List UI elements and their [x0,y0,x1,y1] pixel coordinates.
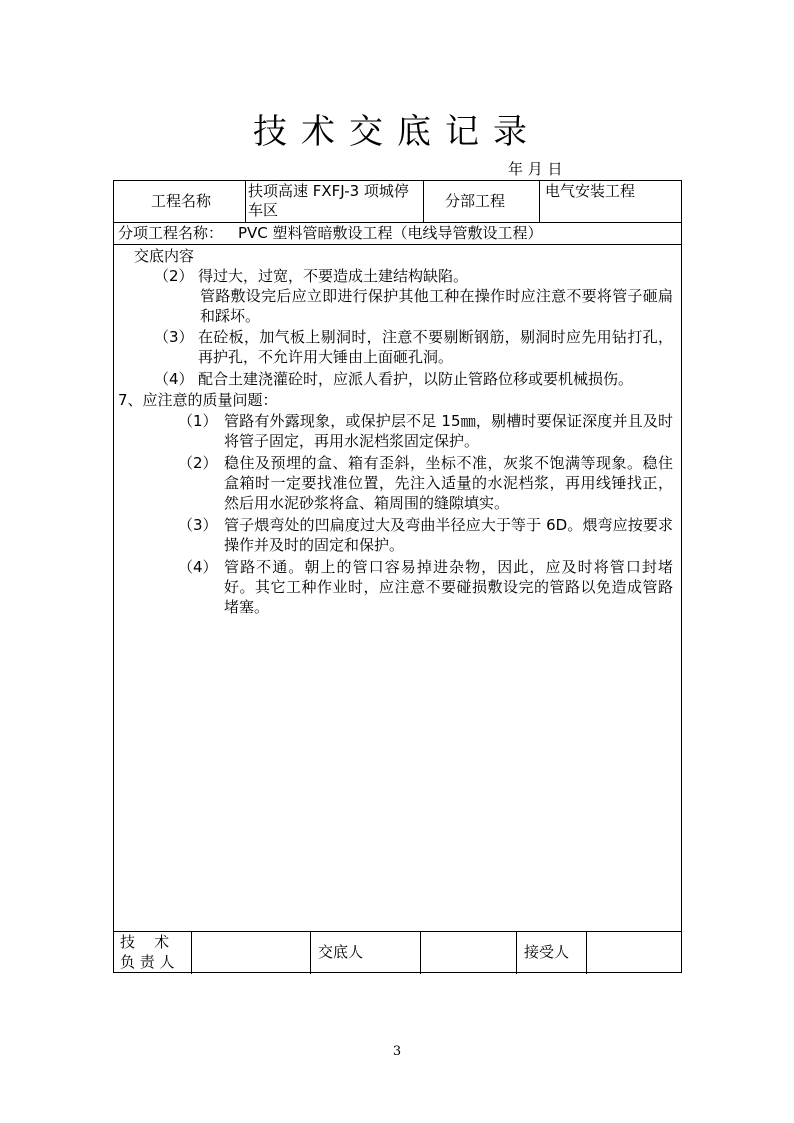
divider [191,931,192,974]
handover-person-label: 交底人 [318,943,364,961]
section-7-heading: 7、应注意的质量问题： [118,391,278,409]
subitem-label: 分项工程名称： [118,224,224,242]
tech-lead-label-line2: 负 责 人 [120,953,175,971]
item-number: （1） [178,412,218,430]
item-number: （4） [154,370,194,388]
item-number: （2） [154,267,194,285]
item-text: 配合土建浇灌砼时，应派人看护，以防止管路位移或要机械损伤。 [198,370,634,388]
record-table [113,180,682,973]
divider [539,181,540,222]
item-number: （2） [178,454,218,472]
list-item [114,286,681,326]
list-item [114,515,681,555]
division-value: 电气安装工程 [545,182,636,200]
item-number: （4） [178,558,218,576]
item-number: （3） [178,516,218,534]
subitem-value: PVC 塑料管暗敷设工程（电线导管敷设工程） [238,224,543,242]
divider [114,931,681,932]
list-item [114,266,681,286]
divider [516,931,517,974]
project-name-value: 扶项高速 FXFJ-3 项城停车区 [248,182,409,219]
divider [420,931,421,974]
item-text: 在砼板，加气板上剔洞时，注意不要剔断钢筋，剔洞时应先用钻打孔，再护孔，不允许用大锤由上面砸孔洞。 [198,328,673,366]
division-label: 分部工程 [445,192,506,210]
tech-lead-label-line1: 技 术 [120,933,170,951]
date-line: 年 月 日 [508,160,563,178]
list-item [114,327,681,367]
item-text: 稳住及预埋的盒、箱有歪斜，坐标不准，灰浆不饱满等现象。稳住盒箱时一定要找准位置，先注入适量的水泥档浆，再用线锤找正，然后用水泥砂浆将盒、箱周围的缝隙填实。 [224,454,673,512]
item-number: （3） [154,328,194,346]
list-item [114,369,681,389]
item-text: 得过大，过宽，不要造成土建结构缺陷。 [198,267,469,285]
content-heading: 交底内容 [134,247,195,265]
document-title: 技术交底记录 [253,112,541,152]
divider [310,931,311,974]
divider [114,244,681,245]
divider [114,222,681,223]
divider [586,931,587,974]
list-item [114,411,681,451]
project-name-label: 工程名称 [151,192,212,210]
list-item [114,453,681,513]
list-item [114,557,681,617]
item-text: 管路敷设完后应立即进行保护其他工种在操作时应注意不要将管子砸扁和踩坏。 [200,287,673,325]
item-text: 管路有外露现象，或保护层不足 15㎜，剔槽时要保证深度并且及时将管子固定，再用水泥档浆固定保护。 [224,412,673,450]
receiver-label: 接受人 [524,943,570,961]
divider [245,181,246,222]
divider [423,181,424,222]
item-text: 管子煨弯处的凹扁度过大及弯曲半径应大于等于 6D。煨弯应按要求操作并及时的固定和保护。 [224,516,673,554]
item-text: 管路不通。朝上的管口容易掉进杂物，因此，应及时将管口封堵好。其它工种作业时，应注意不要碰损敷设完的管路以免造成管路堵塞。 [224,558,673,616]
page-number: 3 [392,1044,402,1059]
